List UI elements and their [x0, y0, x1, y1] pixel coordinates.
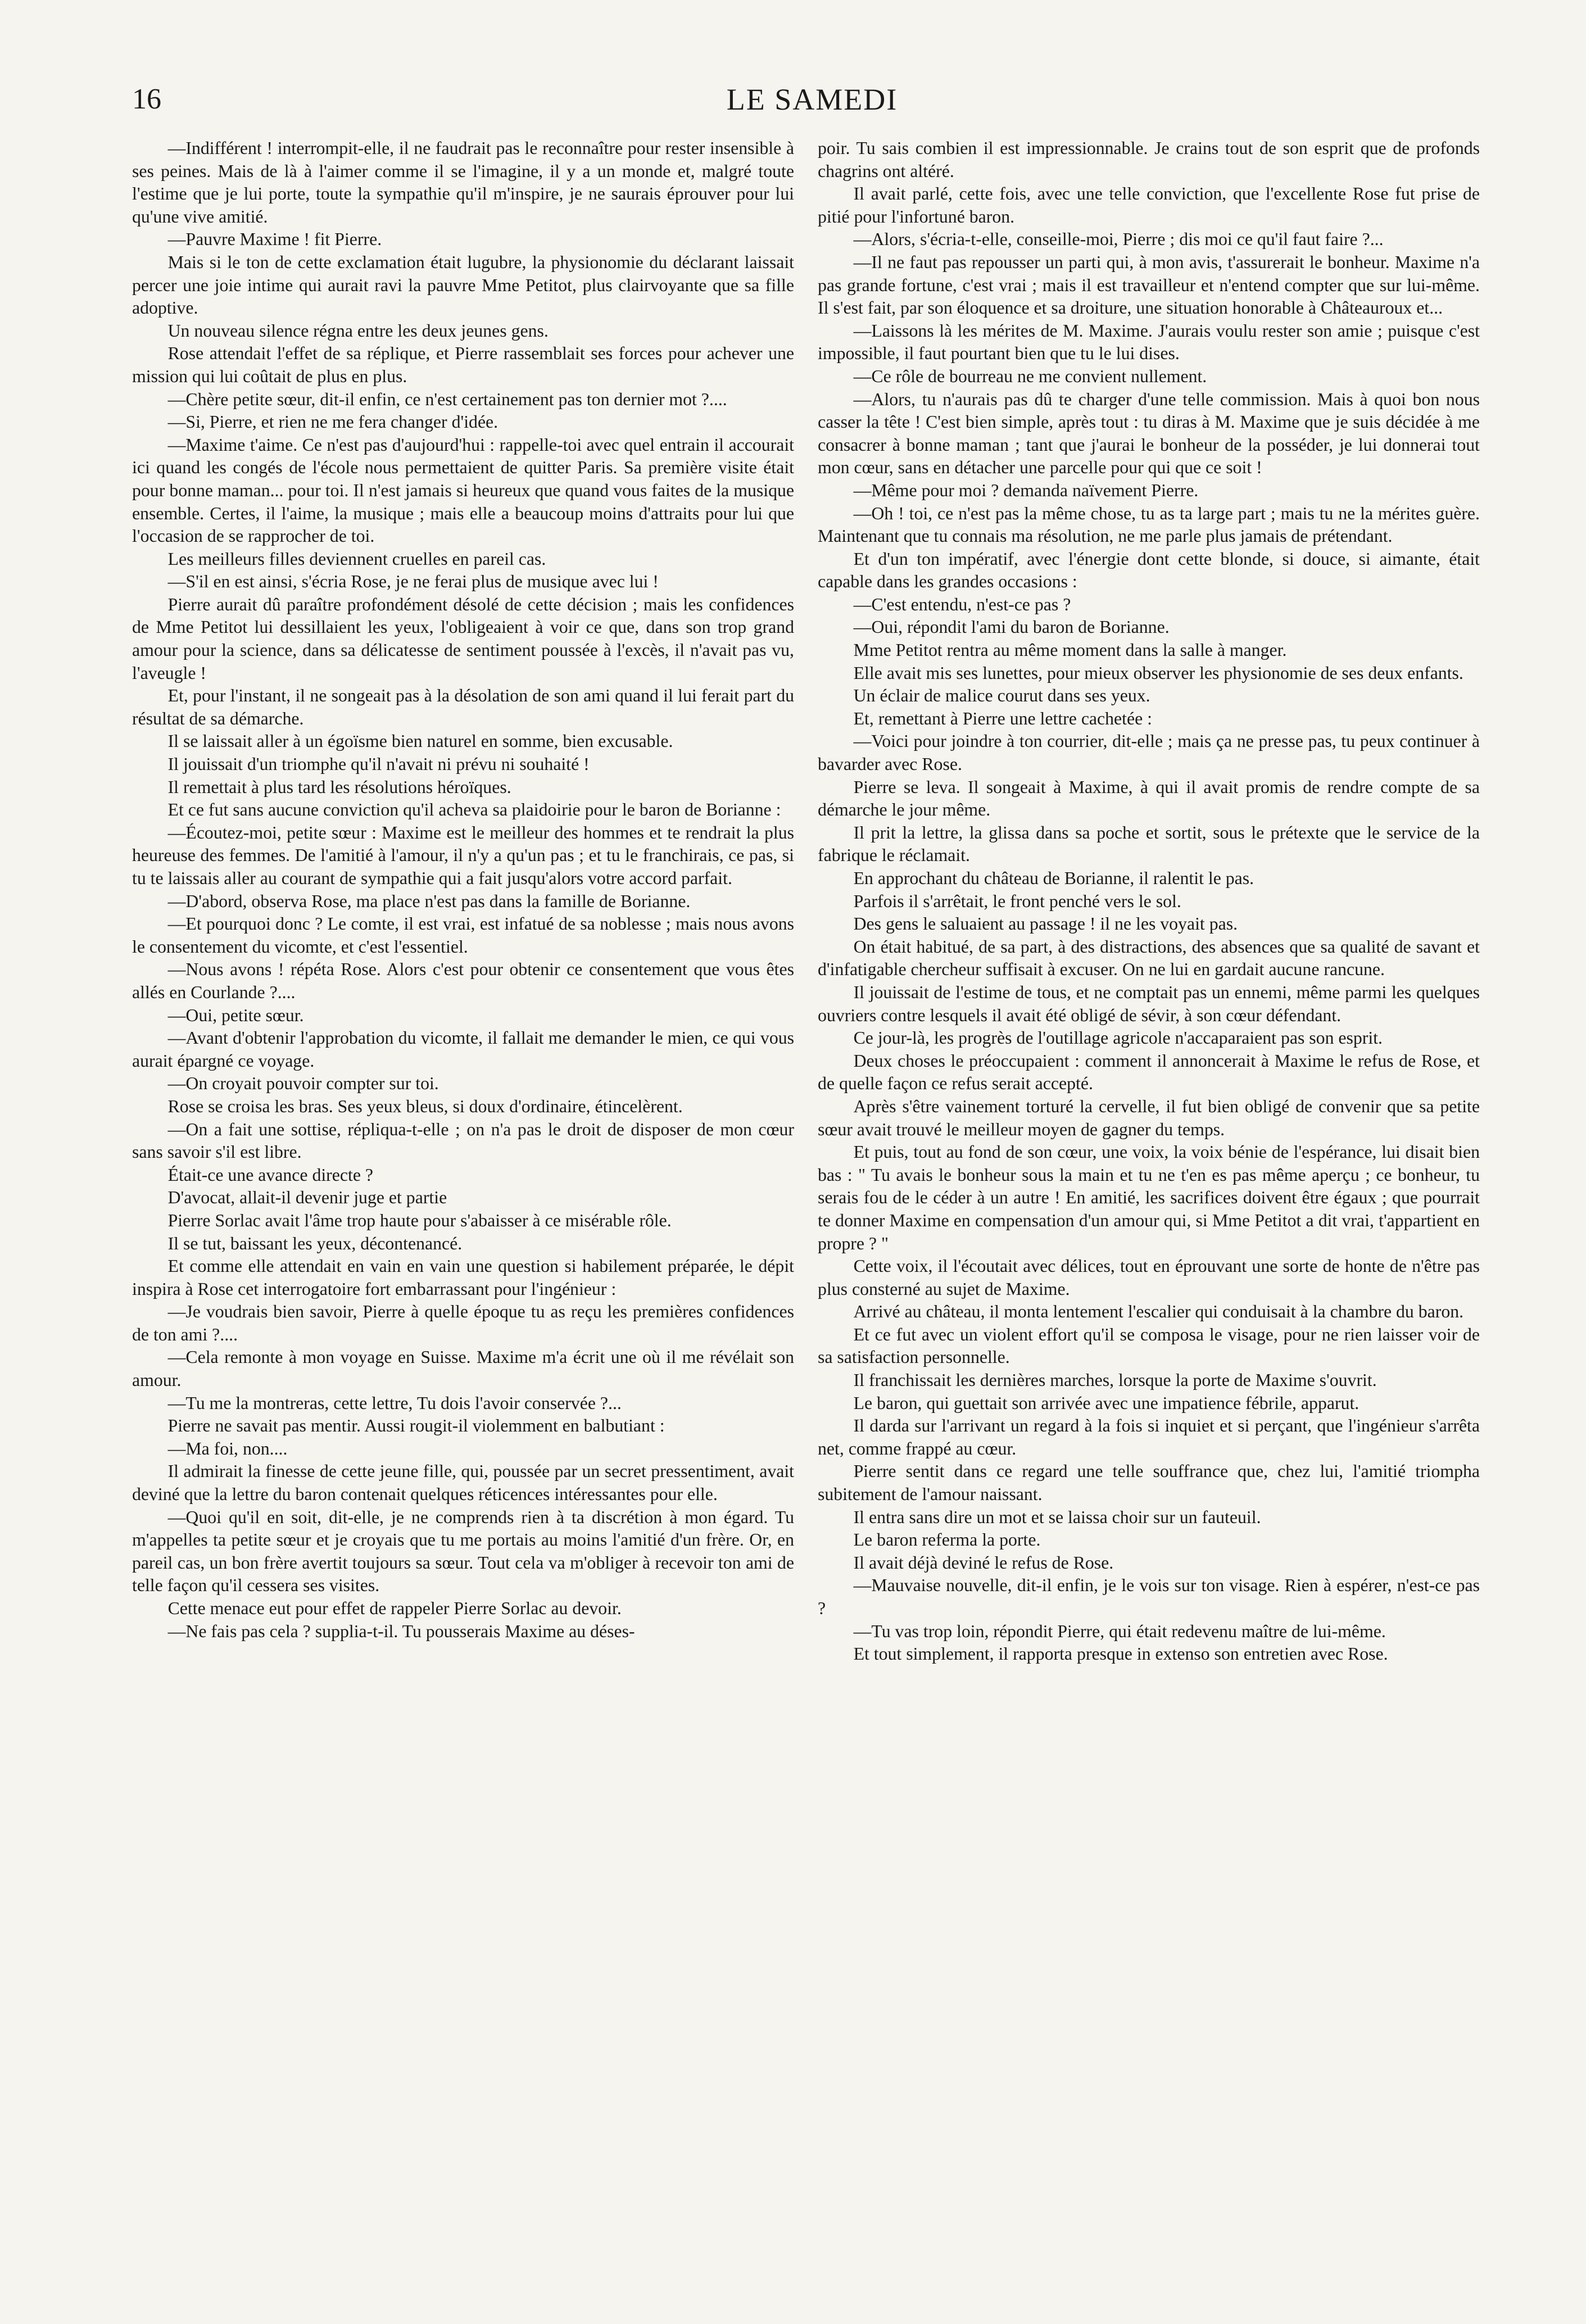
- paragraph: —S'il en est ainsi, s'écria Rose, je ne ferai plus de musique avec lui !: [167, 572, 659, 592]
- paragraph: —Il ne faut pas repousser un parti qui, à mon avis, t'assurerait le bonheur. Maxime n'a pas grande fortune, c'est vrai ; mais il est travailleur et n'entend compter que sur lui-même. Il s'est fait, par son éloquence et sa droiture, une situation honorable à Châteauroux et...: [818, 252, 1480, 318]
- paragraph: Les meilleurs filles deviennent cruelles en pareil cas.: [167, 549, 546, 569]
- paragraph-continuation: poir. Tu sais combien il est impressionnable. Je crains tout de son esprit que de profonds chagrins ont altéré.: [818, 138, 1480, 181]
- page-number: 16: [132, 83, 161, 115]
- paragraph: Il remettait à plus tard les résolutions héroïques.: [167, 777, 511, 797]
- paragraph: Après s'être vainement torturé la cervelle, il fut bien obligé de convenir que sa petite sœur avait trouvé le meilleur moyen de gagner du temps.: [818, 1096, 1480, 1139]
- paragraph: Parfois il s'arrêtait, le front penché vers le sol.: [853, 891, 1181, 911]
- paragraph: En approchant du château de Borianne, il ralentit le pas.: [853, 868, 1254, 888]
- paragraph: —C'est entendu, n'est-ce pas ?: [853, 594, 1071, 614]
- paragraph: —Voici pour joindre à ton courrier, dit-elle ; mais ça ne presse pas, tu peux continuer à bavarder avec Rose.: [818, 731, 1480, 774]
- paragraph: —D'abord, observa Rose, ma place n'est pas dans la famille de Borianne.: [167, 891, 691, 911]
- paragraph: —Cela remonte à mon voyage en Suisse. Maxime m'a écrit une où il me révélait son amour.: [132, 1347, 794, 1390]
- paragraph: —Je voudrais bien savoir, Pierre à quelle époque tu as reçu les premières confidences de ton ami ?....: [132, 1302, 794, 1344]
- paragraph: Il se tut, baissant les yeux, décontenancé.: [167, 1233, 463, 1253]
- paragraph: —Chère petite sœur, dit-il enfin, ce n'est certainement pas ton dernier mot ?....: [167, 389, 727, 409]
- paragraph: Il se laissait aller à un égoïsme bien naturel en somme, bien excusable.: [167, 731, 673, 751]
- paragraph: Il avait parlé, cette fois, avec une telle conviction, que l'excellente Rose fut prise de pitié pour l'infortuné baron.: [818, 184, 1480, 226]
- paragraph: —Et pourquoi donc ? Le comte, il est vrai, est infatué de sa noblesse ; mais nous avons le consentement du vicomte, et c'est l'essentiel.: [132, 914, 794, 957]
- paragraph: —Pauvre Maxime ! fit Pierre.: [167, 229, 382, 250]
- paragraph: Mais si le ton de cette exclamation était lugubre, la physionomie du déclarant laissait percer une joie intime qui aurait ravi la pauvre Mme Petitot, plus clairvoyante que sa fille adoptive.: [132, 252, 794, 318]
- paragraph: Cette voix, il l'écoutait avec délices, tout en éprouvant une sorte de honte de n'être pas plus consterné au sujet de Maxime.: [818, 1256, 1480, 1299]
- text-column-left: [132, 137, 794, 2307]
- page-header: [132, 80, 1492, 130]
- paragraph: Mme Petitot rentra au même moment dans la salle à manger.: [853, 640, 1287, 660]
- paragraph: Pierre aurait dû paraître profondément désolé de cette décision ; mais les confidences de Mme Petitot lui dessillaient les yeux, l'obligeaient à voir ce que, dans son trop grand amour pour la science, dans sa délicatesse de sentiment poussée à l'excès, il n'avait pas vu, l'aveugle !: [132, 594, 794, 683]
- paragraph: —Ma foi, non....: [167, 1438, 288, 1458]
- paragraph: Arrivé au château, il monta lentement l'escalier qui conduisait à la chambre du baron.: [853, 1302, 1464, 1322]
- paragraph: Pierre Sorlac avait l'âme trop haute pour s'abaisser à ce misérable rôle.: [167, 1210, 672, 1230]
- paragraph: Et tout simplement, il rapporta presque in extenso son entretien avec Rose.: [853, 1644, 1388, 1664]
- paragraph: —Écoutez-moi, petite sœur : Maxime est le meilleur des hommes et te rendrait la plus heureuse des femmes. De l'amitié à l'amour, il n'y a qu'un pas ; et tu le franchirais, ce pas, si tu te laissais aller au courant de sympathie qui a fait jusqu'alors votre accord parfait.: [132, 822, 794, 888]
- paragraph: Et puis, tout au fond de son cœur, une voix, la voix bénie de l'espérance, lui disait bien bas : " Tu avais le bonheur sous la main et tu ne t'en es pas même aperçu ; ce bonheur, tu serais fou de le céder à un autre ! En amitié, les sacrifices doivent être égaux ; que pourrait te donner Maxime en compensation d'un amour qui, si Mme Petitot a dit vrai, t'appartient en propre ? ": [818, 1142, 1480, 1253]
- paragraph: —Même pour moi ? demanda naïvement Pierre.: [853, 480, 1199, 500]
- paragraph: On était habitué, de sa part, à des distractions, des absences que sa qualité de savant et d'infatigable chercheur suffisait à excuser. On ne lui en gardait aucune rancune.: [818, 936, 1480, 980]
- paragraph: Il darda sur l'arrivant un regard à la fois si inquiet et si perçant, que l'ingénieur s'arrêta net, comme frappé au cœur.: [818, 1416, 1480, 1458]
- paragraph: Il jouissait d'un triomphe qu'il n'avait ni prévu ni souhaité !: [167, 754, 590, 774]
- paragraph: Il admirait la finesse de cette jeune fille, qui, poussée par un secret pressentiment, avait deviné que la lettre du baron contenait quelques réticences intéressantes pour elle.: [132, 1461, 794, 1505]
- paragraph: Il avait déjà deviné le refus de Rose.: [853, 1552, 1114, 1573]
- paragraph: Et ce fut sans aucune conviction qu'il acheva sa plaidoirie pour le baron de Borianne :: [167, 800, 781, 820]
- paragraph: Était-ce une avance directe ?: [167, 1165, 374, 1185]
- paragraph: —Tu vas trop loin, répondit Pierre, qui était redevenu maître de lui-même.: [853, 1621, 1386, 1641]
- paragraph: Ce jour-là, les progrès de l'outillage agricole n'accaparaient pas son esprit.: [853, 1028, 1383, 1048]
- paragraph: —Ne fais pas cela ? supplia-t-il. Tu pousserais Maxime au déses-: [167, 1621, 635, 1641]
- paragraph: —Alors, s'écria-t-elle, conseille-moi, Pierre ; dis moi ce qu'il faut faire ?...: [853, 229, 1384, 250]
- paragraph: Elle avait mis ses lunettes, pour mieux observer les physionomie de ses deux enfants.: [853, 663, 1463, 683]
- paragraph: Deux choses le préoccupaient : comment il annoncerait à Maxime le refus de Rose, et de quelle façon ce refus serait accepté.: [818, 1050, 1480, 1094]
- paragraph: Des gens le saluaient au passage ! il ne les voyait pas.: [853, 914, 1238, 934]
- paragraph: —On croyait pouvoir compter sur toi.: [167, 1073, 439, 1094]
- journal-title: LE SAMEDI: [726, 83, 898, 116]
- paragraph: —Oui, petite sœur.: [167, 1005, 304, 1025]
- paragraph: —Nous avons ! répéta Rose. Alors c'est pour obtenir ce consentement que vous êtes allés en Courlande ?....: [132, 959, 794, 1002]
- paragraph: Rose se croisa les bras. Ses yeux bleus, si doux d'ordinaire, étincelèrent.: [167, 1096, 683, 1116]
- paragraph: Pierre se leva. Il songeait à Maxime, à qui il avait promis de rendre compte de sa démarche le jour même.: [818, 777, 1480, 820]
- paragraph: Le baron, qui guettait son arrivée avec une impatience fébrile, apparut.: [853, 1393, 1360, 1413]
- paragraph: —Tu me la montreras, cette lettre, Tu dois l'avoir conservée ?...: [167, 1393, 622, 1413]
- paragraph: Le baron referma la porte.: [853, 1530, 1041, 1550]
- paragraph: Et ce fut avec un violent effort qu'il se composa le visage, pour ne rien laisser voir de sa satisfaction personnelle.: [818, 1324, 1480, 1367]
- paragraph: Un éclair de malice courut dans ses yeux.: [853, 686, 1150, 706]
- text-column-right: [818, 137, 1480, 2307]
- paragraph: —Oui, répondit l'ami du baron de Borianne.: [853, 617, 1170, 637]
- paragraph: Et, pour l'instant, il ne songeait pas à la désolation de son ami quand il lui ferait part du résultat de sa démarche.: [132, 686, 794, 728]
- paragraph: —Laissons là les mérites de M. Maxime. J'aurais voulu rester son amie ; puisque c'est impossible, il faut pourtant bien que tu le lui dises.: [818, 320, 1480, 364]
- paragraph: —Alors, tu n'aurais pas dû te charger d'une telle commission. Mais à quoi bon nous casser la tête ! C'est bien simple, après tout : tu diras à M. Maxime que je suis décidée à me consacrer à bonne maman ; tant que j'aurai le bonheur de la posséder, je lui donnerai tout mon cœur, sans en détacher une parcelle pour qui que ce soit !: [818, 389, 1480, 478]
- paragraph: —Quoi qu'il en soit, dit-elle, je ne comprends rien à ta discrétion à mon égard. Tu m'appelles ta petite sœur et je croyais que tu me portais au moins l'amitié d'un frère. Or, en pareil cas, un bon frère avertit toujours sa sœur. Tout cela va m'obliger à recevoir ton ami de telle façon qu'il cessera ses visites.: [132, 1507, 794, 1596]
- paragraph: Un nouveau silence régna entre les deux jeunes gens.: [167, 320, 549, 341]
- paragraph: —Mauvaise nouvelle, dit-il enfin, je le vois sur ton visage. Rien à espérer, n'est-ce pas ?: [818, 1575, 1480, 1618]
- paragraph: Pierre sentit dans ce regard une telle souffrance que, chez lui, l'amitié triompha subitement de l'amour naissant.: [818, 1461, 1480, 1505]
- paragraph: —Oh ! toi, ce n'est pas la même chose, tu as ta large part ; mais tu ne la mérites guère. Maintenant que tu connais ma résolution, ne me parle plus jamais de prétendant.: [818, 503, 1480, 546]
- paragraph: Et d'un ton impératif, avec l'énergie dont cette blonde, si douce, si aimante, était capable dans les grandes occasions :: [818, 549, 1480, 592]
- paragraph: Et, remettant à Pierre une lettre cachetée :: [853, 708, 1153, 728]
- paragraph: Et comme elle attendait en vain en vain une question si habilement préparée, le dépit inspira à Rose cet interrogatoire fort embarrassant pour l'ingénieur :: [132, 1256, 794, 1299]
- paragraph: —Si, Pierre, et rien ne me fera changer d'idée.: [167, 412, 499, 432]
- paragraph: Il entra sans dire un mot et se laissa choir sur un fauteuil.: [853, 1507, 1261, 1527]
- paragraph: Il jouissait de l'estime de tous, et ne comptait pas un ennemi, même parmi les quelques ouvriers contre lesquels il avait été obligé de sévir, à son cœur défendant.: [818, 982, 1480, 1025]
- paragraph: Il prit la lettre, la glissa dans sa poche et sortit, sous le prétexte que le service de la fabrique le réclamait.: [818, 822, 1480, 866]
- paragraph: —Maxime t'aime. Ce n'est pas d'aujourd'hui : rappelle-toi avec quel entrain il accourait ici quand les congés de l'école nous permettaient de quitter Paris. Sa première visite était pour bonne maman... pour toi. Il n'est jamais si heureux que quand vous faites de la musique ensemble. Certes, il l'aime, la musique ; mais elle a beaucoup moins d'attraits pour lui que l'occasion de se rapprocher de toi.: [132, 434, 794, 546]
- paragraph: Pierre ne savait pas mentir. Aussi rougit-il violemment en balbutiant :: [167, 1416, 665, 1436]
- paragraph: —On a fait une sottise, répliqua-t-elle ; on n'a pas le droit de disposer de mon cœur sans savoir s'il est libre.: [132, 1119, 794, 1162]
- paragraph: —Avant d'obtenir l'approbation du vicomte, il fallait me demander le mien, ce qui vous aurait épargné ce voyage.: [132, 1028, 794, 1071]
- paragraph: D'avocat, allait-il devenir juge et partie: [167, 1188, 447, 1208]
- paragraph: —Indifférent ! interrompit-elle, il ne faudrait pas le reconnaître pour rester insensible à ses peines. Mais de là à l'aimer comme il se l'imagine, il y a un monde et, malgré toute l'estime que je lui porte, toute la sympathie qu'il m'inspire, je ne saurais éprouver pour lui qu'une vive amitié.: [132, 138, 794, 226]
- paragraph: Il franchissait les dernières marches, lorsque la porte de Maxime s'ouvrit.: [853, 1370, 1377, 1390]
- paragraph: Rose attendait l'effet de sa réplique, et Pierre rassemblait ses forces pour achever une mission qui lui coûtait de plus en plus.: [132, 343, 794, 386]
- paragraph: Cette menace eut pour effet de rappeler Pierre Sorlac au devoir.: [167, 1598, 622, 1618]
- paragraph: —Ce rôle de bourreau ne me convient nullement.: [853, 366, 1207, 386]
